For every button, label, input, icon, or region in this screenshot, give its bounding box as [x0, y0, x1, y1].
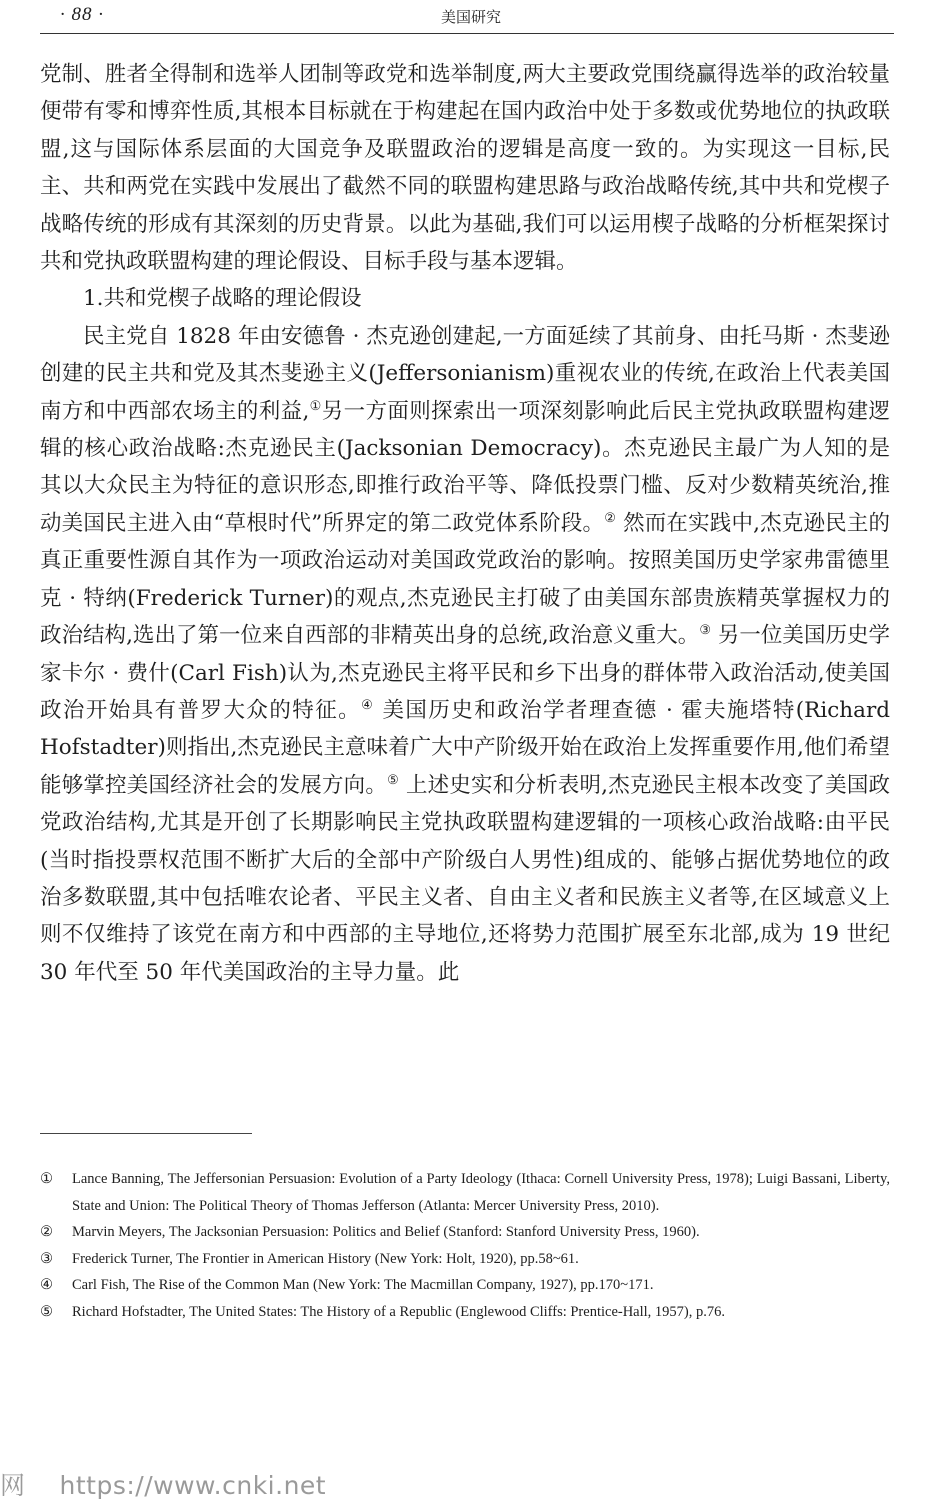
footnote-ref-2[interactable]: ②	[604, 510, 617, 526]
footnote-item	[40, 1299, 890, 1326]
footnote-number: ⑤	[40, 1303, 53, 1320]
footnote-number: ②	[40, 1224, 53, 1240]
page-number: · 88 ·	[60, 4, 104, 25]
paragraph-text: 民主党自 1828 年由安德鲁 · 杰克逊创建起,一方面延续了其前身、由托马斯 · 杰斐逊创建的民主共和党及其杰斐逊主义(Jeffersonianism)重视农业的传统,在政治上代表美国南方和中西部农场主的利益,	[40, 323, 890, 424]
cnki-watermark	[0, 1466, 326, 1502]
paragraph-text: 美国历史和政治学者理查德 · 霍夫施塔特(Richard Hofstadter)则指出,杰克逊民主意味着广大中产阶级开始在政治上发挥重要作用,他们希望能够掌控美国经济社会的发展方向。	[40, 697, 890, 798]
article-body	[40, 56, 890, 991]
paragraph-text: 上述史实和分析表明,杰克逊民主根本改变了美国政党政治结构,尤其是开创了长期影响民主党执政联盟构建逻辑的一项核心政治战略:由平民(当时指投票权范围不断扩大后的全部中产阶级白人男性)组成的、能够占据优势地位的政治多数联盟,其中包括唯农论者、平民主义者、自由主义者和民族主义者等,在区域意义上则不仅维持了该党在南方和中西部的主导地位,还将势力范围扩展至东北部,成为 19 世纪 30 年代至 50 年代美国政治的主导力量。此	[40, 772, 891, 985]
paragraph-continued: 党制、胜者全得制和选举人团制等政党和选举制度,两大主要政党围绕赢得选举的政治较量便带有零和博弈性质,其根本目标就在于构建起在国内政治中处于多数或优势地位的执政联盟,这与国际体系层面的大国竞争及联盟政治的逻辑是高度一致的。为实现这一目标,民主、共和两党在实践中发展出了截然不同的联盟构建思路与政治战略传统,其中共和党楔子战略传统的形成有其深刻的历史背景。以此为基础,我们可以运用楔子战略的分析框架探讨共和党执政联盟构建的理论假设、目标手段与基本逻辑。	[40, 62, 890, 275]
footnote-number: ①	[40, 1171, 53, 1187]
footnote-number: ④	[40, 1277, 53, 1293]
footnote-divider	[40, 1133, 252, 1134]
footnote-text: Marvin Meyers, The Jacksonian Persuasion: Politics and Belief (Stanford: Stanford University Press, 1960).	[72, 1224, 700, 1240]
footnote-ref-5[interactable]: ⑤	[387, 772, 399, 788]
footnote-item	[40, 1246, 890, 1273]
journal-title: 美国研究	[440, 8, 501, 26]
footnote-text: Frederick Turner, The Frontier in American History (New York: Holt, 1920), pp.58~61.	[72, 1250, 579, 1267]
footnote-ref-4[interactable]: ④	[361, 697, 375, 713]
paragraph-text: 另一位美国历史学家卡尔 · 费什(Carl Fish)认为,杰克逊民主将平民和乡下出身的群体带入政治活动,使美国政治开始具有普罗大众的特征。	[40, 623, 891, 723]
footnote-text: Carl Fish, The Rise of the Common Man (New York: The Macmillan Company, 1927), pp.170~171.	[72, 1277, 654, 1293]
watermark-url[interactable]: https://www.cnki.net	[59, 1471, 327, 1500]
page-header	[0, 0, 942, 36]
paragraph-text: 然而在实践中,杰克逊民主的真正重要性源自其作为一项政治运动对美国政党政治的影响。按照美国历史学家弗雷德里克 · 特纳(Frederick Turner)的观点,杰克逊民主打破了由美国东部贵族精英掌握权力的政治结构,选出了第一位来自西部的非精英出身的总统,政治意义重大。	[40, 510, 891, 649]
paragraph-text: 另一方面则探索出一项深刻影响此后民主党执政联盟构建逻辑的核心政治战略:杰克逊民主(Jacksonian Democracy)。杰克逊民主最广为人知的是其以大众民主为特征的意识形态,即推行政治平等、降低投票门槛、反对少数精英统治,推动美国民主进入由“草根时代”所界定的第二政党体系阶段。	[40, 398, 890, 536]
footnote-item	[40, 1166, 890, 1219]
footnotes	[40, 1166, 890, 1325]
footnote-item	[40, 1219, 890, 1246]
footnote-ref-3[interactable]: ③	[699, 622, 712, 638]
footnote-ref-1[interactable]: ①	[309, 398, 322, 414]
watermark-glyph: 网	[0, 1471, 26, 1500]
footnote-text: Richard Hofstadter, The United States: The History of a Republic (Englewood Cliffs: Prentice-Hall, 1957), p.76.	[72, 1303, 725, 1320]
paragraph-jacksonian-democracy	[40, 318, 890, 991]
footnote-text: Lance Banning, The Jeffersonian Persuasion: Evolution of a Party Ideology (Ithaca: Cornell University Press, 1978); Luigi Bassani, Liberty, State and Union: The Political Theory of Thomas Jefferson (Atlanta: Mercer University Press, 2010).	[72, 1171, 890, 1214]
header-divider	[40, 33, 894, 34]
footnote-item	[40, 1272, 890, 1299]
footnote-number: ③	[40, 1250, 53, 1267]
section-heading: 1.共和党楔子战略的理论假设	[83, 286, 362, 312]
